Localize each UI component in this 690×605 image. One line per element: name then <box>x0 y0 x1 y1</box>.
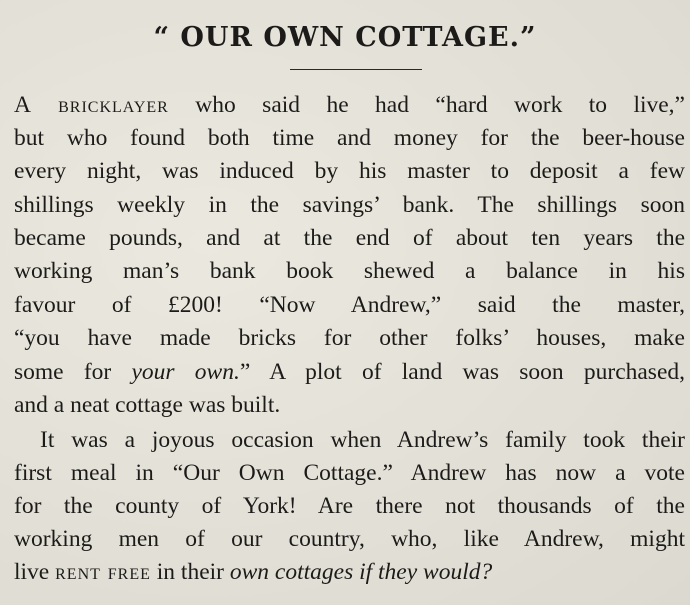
article-title: “ OUR OWN COTTAGE.” <box>153 22 537 53</box>
text-line <box>14 90 685 121</box>
text-span: who said he had “hard work to live,” <box>168 92 685 118</box>
text-span: live <box>14 559 56 585</box>
text-line <box>14 557 685 588</box>
title-rule <box>290 69 422 70</box>
text-line: became pounds, and at the end of about ten years the <box>14 225 685 251</box>
small-caps-span: rent free <box>55 559 151 585</box>
italic-span: own cottages if they would? <box>229 559 493 585</box>
lead-small-caps: A bricklayer <box>14 92 169 118</box>
text-line: “you have made bricks for other folks’ houses, make <box>14 325 685 351</box>
text-line: but who found both time and money for the beer-house <box>14 125 685 151</box>
text-line: for the county of York! Are there not thousands of the <box>14 493 685 519</box>
italic-span: your own. <box>131 359 240 385</box>
text-span: ” A plot of land was soon purchased, <box>239 359 685 385</box>
text-line: favour of £200! “Now Andrew,” said the master, <box>14 292 685 318</box>
text-line: It was a joyous occasion when Andrew’s family took their <box>40 427 685 453</box>
text-line: every night, was induced by his master to deposit a few <box>14 158 685 184</box>
text-line: working man’s bank book shewed a balance in his <box>14 258 685 284</box>
text-span: in their <box>150 559 230 585</box>
text-line: first meal in “Our Own Cottage.” Andrew has now a vote <box>14 460 685 486</box>
text-line <box>14 357 685 388</box>
text-line: shillings weekly in the savings’ bank. The shillings soon <box>14 192 685 218</box>
text-line: working men of our country, who, like Andrew, might <box>14 526 685 552</box>
text-span: some for <box>14 359 132 385</box>
text-line: and a neat cottage was built. <box>14 392 281 418</box>
